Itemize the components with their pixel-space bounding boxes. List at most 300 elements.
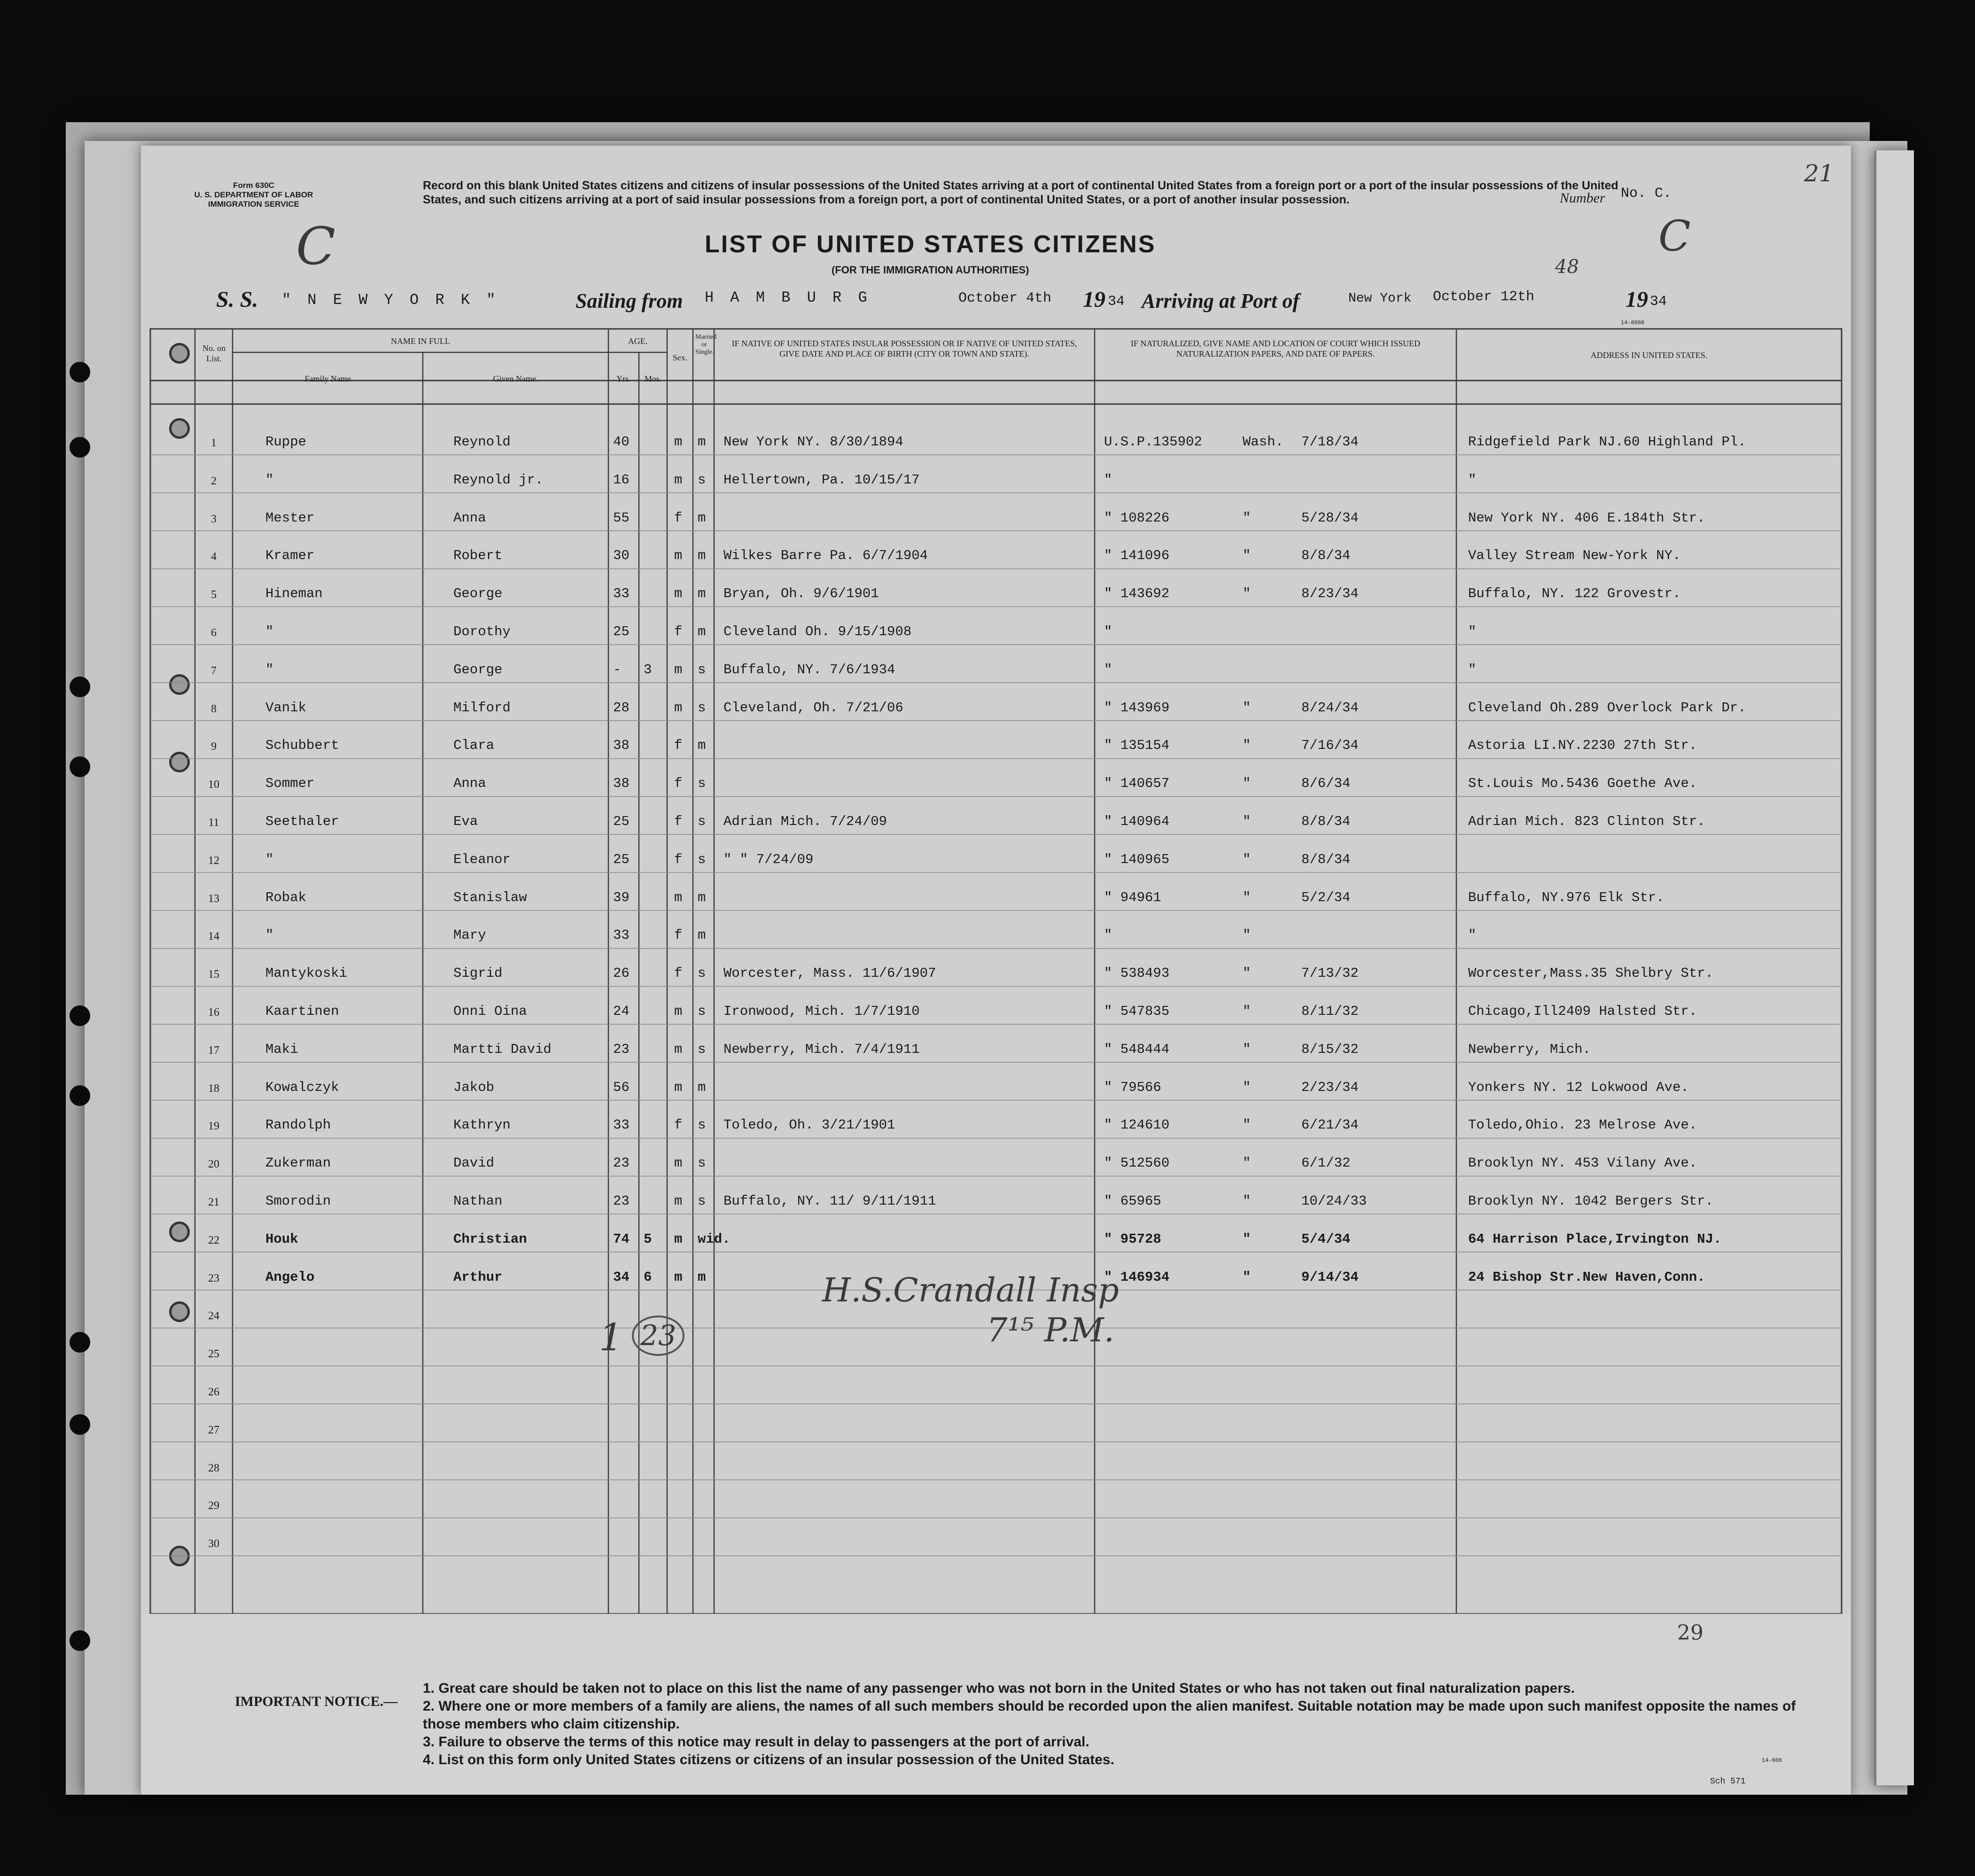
- cell-ms: m: [698, 434, 706, 450]
- cell-ms: s: [698, 965, 706, 981]
- cell-nat-court: ": [1243, 851, 1251, 867]
- cell-address: ": [1468, 927, 1477, 943]
- cell-nat-date: 7/13/32: [1301, 965, 1359, 981]
- col-header-name-in-full: NAME IN FULL: [391, 336, 450, 346]
- row-number: 30: [208, 1538, 219, 1550]
- cell-nat-no: " 124610: [1104, 1117, 1170, 1133]
- col-header-no: No. on List.: [202, 343, 225, 363]
- cell-given: Anna: [453, 510, 486, 526]
- cell-given: George: [453, 662, 503, 677]
- cell-address: ": [1468, 624, 1477, 639]
- arrival-year-suffix: 34: [1650, 294, 1667, 310]
- binder-hole: [70, 1332, 90, 1353]
- row-number: 16: [208, 1006, 219, 1019]
- cell-yrs: 74: [613, 1231, 630, 1247]
- cell-given: David: [453, 1155, 495, 1171]
- cell-ms: wid.: [698, 1231, 731, 1247]
- cell-address: 24 Bishop Str.New Haven,Conn.: [1468, 1269, 1705, 1285]
- inspector-signature: H.S.Crandall Insp: [822, 1271, 1119, 1309]
- row-number: 1: [211, 437, 217, 449]
- row-number: 29: [208, 1500, 219, 1512]
- cell-family: ": [265, 851, 274, 867]
- cell-family: ": [265, 927, 274, 943]
- cell-nat-date: 8/23/34: [1301, 586, 1359, 602]
- col-header-mos: Mos.: [644, 374, 662, 383]
- cell-yrs: 25: [613, 814, 630, 829]
- cell-ms: m: [698, 586, 706, 602]
- number-label: Number: [1560, 190, 1605, 206]
- cell-nat-no: " 108226: [1104, 510, 1170, 526]
- cell-nat-date: 6/21/34: [1301, 1117, 1359, 1133]
- cell-given: Sigrid: [453, 965, 503, 981]
- cell-given: Kathryn: [453, 1117, 511, 1133]
- cell-yrs: 33: [613, 927, 630, 943]
- cell-yrs: 56: [613, 1079, 630, 1095]
- cell-nat-court: ": [1243, 1193, 1251, 1209]
- cell-yrs: 28: [613, 700, 630, 716]
- arrival-port: New York: [1348, 291, 1412, 306]
- cell-nat-date: 9/14/34: [1301, 1269, 1359, 1285]
- cell-address: Valley Stream New-York NY.: [1468, 548, 1681, 564]
- cell-sex: f: [674, 851, 683, 867]
- cell-nat-date: 10/24/33: [1301, 1193, 1367, 1209]
- cell-birth: New York NY. 8/30/1894: [723, 434, 903, 450]
- corner-mark: 21: [1804, 160, 1834, 187]
- cell-ms: s: [698, 472, 706, 488]
- cell-yrs: 34: [613, 1269, 630, 1285]
- cell-yrs: -: [613, 662, 622, 677]
- cell-ms: m: [698, 624, 706, 639]
- cell-given: Arthur: [453, 1269, 503, 1285]
- arrival-year-prefix: 19: [1625, 287, 1648, 312]
- form-subtitle: (FOR THE IMMIGRATION AUTHORITIES): [832, 264, 1029, 276]
- cell-nat-court: ": [1243, 927, 1251, 943]
- binder-hole: [70, 362, 90, 382]
- cell-nat-no: " 146934: [1104, 1269, 1170, 1285]
- cell-address: Astoria LI.NY.2230 27th Str.: [1468, 738, 1697, 754]
- tally-mark: 1: [599, 1316, 623, 1359]
- cell-nat-no: ": [1104, 472, 1112, 488]
- sailing-year-suffix: 34: [1108, 294, 1125, 310]
- cell-mos: 3: [644, 662, 652, 677]
- form-number: Form 630C: [233, 181, 274, 190]
- cell-sex: m: [674, 1231, 683, 1247]
- cell-given: Jakob: [453, 1079, 495, 1095]
- ss-label: S. S.: [216, 287, 258, 312]
- cell-ms: s: [698, 1117, 706, 1133]
- cell-address: ": [1468, 662, 1477, 677]
- row-number: 6: [211, 627, 217, 639]
- col-header-married: Married or Single.: [695, 334, 717, 356]
- cell-family: Kramer: [265, 548, 315, 564]
- cell-nat-date: 5/28/34: [1301, 510, 1359, 526]
- cell-sex: m: [674, 1155, 683, 1171]
- signature-time: 7¹⁵ P.M.: [987, 1311, 1115, 1349]
- cell-address: Adrian Mich. 823 Clinton Str.: [1468, 814, 1705, 829]
- cell-nat-no: " 94961: [1104, 889, 1161, 905]
- cell-ms: m: [698, 889, 706, 905]
- binder-hole: [70, 1085, 90, 1106]
- notice-item: 1. Great care should be taken not to place on this list the name of any passenger who was not born in the United States or who has not taken out final naturalization papers.: [423, 1681, 1575, 1696]
- cell-ms: s: [698, 776, 706, 792]
- binder-hole: [70, 437, 90, 458]
- cell-address: Yonkers NY. 12 Lokwood Ave.: [1468, 1079, 1689, 1095]
- cell-yrs: 30: [613, 548, 630, 564]
- col-header-given-name: Given Name.: [493, 374, 538, 383]
- handwritten-c-left: C: [296, 216, 336, 276]
- cell-nat-no: " 548444: [1104, 1041, 1170, 1057]
- cell-nat-no: " 547835: [1104, 1004, 1170, 1019]
- row-number: 12: [208, 854, 219, 867]
- cell-given: George: [453, 586, 503, 602]
- cell-ms: s: [698, 851, 706, 867]
- cell-nat-date: 8/6/34: [1301, 776, 1351, 792]
- cell-sex: m: [674, 1269, 683, 1285]
- cell-yrs: 33: [613, 1117, 630, 1133]
- cell-sex: f: [674, 510, 683, 526]
- cell-nat-date: 8/24/34: [1301, 700, 1359, 716]
- cell-family: Houk: [265, 1231, 298, 1247]
- row-number: 11: [208, 817, 219, 829]
- cell-sex: m: [674, 472, 683, 488]
- cell-birth: Ironwood, Mich. 1/7/1910: [723, 1004, 920, 1019]
- cell-birth: Newberry, Mich. 7/4/1911: [723, 1041, 920, 1057]
- cell-mos: 6: [644, 1269, 652, 1285]
- cell-sex: m: [674, 548, 683, 564]
- cell-address: Newberry, Mich.: [1468, 1041, 1591, 1057]
- cell-sex: m: [674, 889, 683, 905]
- cell-birth: Cleveland Oh. 9/15/1908: [723, 624, 912, 639]
- cell-family: Zukerman: [265, 1155, 331, 1171]
- row-number: 19: [208, 1120, 219, 1133]
- cell-family: Hineman: [265, 586, 323, 602]
- cell-family: ": [265, 472, 274, 488]
- cell-address: St.Louis Mo.5436 Goethe Ave.: [1468, 776, 1697, 792]
- cell-given: Anna: [453, 776, 486, 792]
- cell-nat-date: 7/18/34: [1301, 434, 1359, 450]
- cell-given: Dorothy: [453, 624, 511, 639]
- cell-given: Christian: [453, 1231, 527, 1247]
- form-intro-text: Record on this blank United States citizens and citizens of insular possessions of the United States arriving at a port of continental United States from a foreign port or a port of the insular possessions of the United States, and such citizens arriving at a port of said insular possessions from a foreign port, a port of continental United States, or a port of another insular possession.: [423, 179, 1618, 206]
- row-number: 10: [208, 778, 219, 791]
- handwritten-c-right: C: [1658, 211, 1691, 261]
- notice-list: [423, 1680, 1823, 1769]
- schedule-code: Sch 571: [1710, 1777, 1746, 1786]
- cell-nat-no: " 135154: [1104, 738, 1170, 754]
- cell-birth: Toledo, Oh. 3/21/1901: [723, 1117, 895, 1133]
- row-number: 14: [208, 930, 219, 943]
- notice-item: 2. Where one or more members of a family are aliens, the names of all such members should be recorded upon the alien manifest. Suitable notation may be made upon such manifest opposite the names of those members who claim citizenship.: [423, 1698, 1796, 1732]
- cell-sex: f: [674, 738, 683, 754]
- col-header-family-name: Family Name.: [304, 374, 353, 383]
- col-header-naturalized: IF NATURALIZED, GIVE NAME AND LOCATION OF COURT WHICH ISSUED NATURALIZATION PAPERS, AND DATE OF PAPERS.: [1130, 339, 1421, 358]
- cell-given: Eva: [453, 814, 478, 829]
- cell-address: Worcester,Mass.35 Shelbry Str.: [1468, 965, 1714, 981]
- sailing-port: H A M B U R G: [705, 289, 871, 306]
- row-number: 20: [208, 1158, 219, 1171]
- row-number: 2: [211, 475, 217, 487]
- cell-birth: Worcester, Mass. 11/6/1907: [723, 965, 936, 981]
- cell-ms: m: [698, 927, 706, 943]
- cell-birth: Bryan, Oh. 9/6/1901: [723, 586, 879, 602]
- cell-family: Randolph: [265, 1117, 331, 1133]
- service-name: IMMIGRATION SERVICE: [208, 200, 299, 209]
- cell-ms: m: [698, 1079, 706, 1095]
- cell-yrs: 23: [613, 1193, 630, 1209]
- cell-birth: Buffalo, NY. 7/6/1934: [723, 662, 895, 677]
- cell-sex: m: [674, 434, 683, 450]
- cell-nat-date: 8/15/32: [1301, 1041, 1359, 1057]
- notice-label: IMPORTANT NOTICE.—: [235, 1694, 398, 1709]
- row-number: 3: [211, 513, 217, 525]
- cell-nat-date: 5/2/34: [1301, 889, 1351, 905]
- cell-nat-court: ": [1243, 814, 1251, 829]
- cell-birth: Hellertown, Pa. 10/15/17: [723, 472, 920, 488]
- cell-family: ": [265, 624, 274, 639]
- cell-address: 64 Harrison Place,Irvington NJ.: [1468, 1231, 1722, 1247]
- cell-nat-date: 2/23/34: [1301, 1079, 1359, 1095]
- cell-given: Mary: [453, 927, 486, 943]
- row-number: 24: [208, 1310, 219, 1323]
- cell-sex: m: [674, 1004, 683, 1019]
- department-name: U. S. DEPARTMENT OF LABOR: [194, 190, 313, 199]
- cell-ms: s: [698, 1004, 706, 1019]
- row-number: 9: [211, 740, 217, 753]
- cell-address: Toledo,Ohio. 23 Melrose Ave.: [1468, 1117, 1697, 1133]
- print-code: 14-608: [1762, 1757, 1782, 1764]
- cell-nat-no: " 140657: [1104, 776, 1170, 792]
- sailing-date: October 4th: [958, 290, 1052, 306]
- cell-family: Maki: [265, 1041, 298, 1057]
- cell-address: Brooklyn NY. 1042 Bergers Str.: [1468, 1193, 1714, 1209]
- cell-given: Clara: [453, 738, 495, 754]
- cell-family: ": [265, 662, 274, 677]
- notice-item: 4. List on this form only United States citizens or citizens of an insular possession of the United States.: [423, 1752, 1114, 1767]
- cell-nat-no: ": [1104, 662, 1112, 677]
- row-number: 18: [208, 1082, 219, 1095]
- cell-nat-court: ": [1243, 1004, 1251, 1019]
- cell-yrs: 24: [613, 1004, 630, 1019]
- cell-nat-no: " 512560: [1104, 1155, 1170, 1171]
- manifest-sheet: [141, 146, 1851, 1795]
- tally-circled-count: 23: [632, 1316, 684, 1356]
- cell-nat-no: " 95728: [1104, 1231, 1161, 1247]
- sailing-label: Sailing from: [575, 289, 683, 312]
- print-code: 14-6086: [1621, 319, 1645, 326]
- cell-nat-court: ": [1243, 738, 1251, 754]
- cell-birth: Cleveland, Oh. 7/21/06: [723, 700, 903, 716]
- cell-nat-court: ": [1243, 1041, 1251, 1057]
- cell-nat-no: " 143969: [1104, 700, 1170, 716]
- arriving-label: Arriving at Port of: [1142, 289, 1300, 312]
- cell-nat-no: " 141096: [1104, 548, 1170, 564]
- row-number: 26: [208, 1386, 219, 1398]
- cell-nat-no: U.S.P.135902: [1104, 434, 1202, 450]
- cell-ms: m: [698, 738, 706, 754]
- cell-given: Robert: [453, 548, 503, 564]
- col-header-birth: IF NATIVE OF UNITED STATES INSULAR POSSESSION OR IF NATIVE OF UNITED STATES, GIVE DATE AND PLACE OF BIRTH (CITY OR TOWN AND STATE).: [731, 339, 1077, 358]
- sailing-year-prefix: 19: [1083, 287, 1105, 312]
- cell-nat-court: ": [1243, 700, 1251, 716]
- cell-sex: f: [674, 965, 683, 981]
- cell-family: Kowalczyk: [265, 1079, 339, 1095]
- cell-nat-date: 8/11/32: [1301, 1004, 1359, 1019]
- row-number: 17: [208, 1044, 219, 1057]
- cell-yrs: 23: [613, 1155, 630, 1171]
- cell-nat-court: ": [1243, 586, 1251, 602]
- cell-family: Ruppe: [265, 434, 307, 450]
- cell-ms: s: [698, 662, 706, 677]
- row-number: 28: [208, 1462, 219, 1474]
- cell-ms: s: [698, 700, 706, 716]
- row-number: 5: [211, 589, 217, 601]
- cell-ms: s: [698, 814, 706, 829]
- cell-family: Mester: [265, 510, 315, 526]
- cell-yrs: 25: [613, 624, 630, 639]
- cell-address: New York NY. 406 E.184th Str.: [1468, 510, 1705, 526]
- row-number: 4: [211, 551, 217, 563]
- col-header-age: AGE.: [628, 336, 648, 346]
- cell-nat-court: Wash.: [1243, 434, 1284, 450]
- cell-yrs: 38: [613, 776, 630, 792]
- cell-given: Reynold: [453, 434, 511, 450]
- cell-nat-court: ": [1243, 1079, 1251, 1095]
- cell-yrs: 16: [613, 472, 630, 488]
- row-number: 27: [208, 1424, 219, 1436]
- cell-family: Vanik: [265, 700, 307, 716]
- cell-nat-court: ": [1243, 889, 1251, 905]
- cell-nat-date: 8/8/34: [1301, 548, 1351, 564]
- cell-nat-court: ": [1243, 776, 1251, 792]
- cell-yrs: 33: [613, 586, 630, 602]
- cell-family: Angelo: [265, 1269, 315, 1285]
- col-header-address: ADDRESS IN UNITED STATES.: [1590, 350, 1708, 360]
- notice-item: 3. Failure to observe the terms of this notice may result in delay to passengers at the port of arrival.: [423, 1734, 1089, 1750]
- cell-nat-date: 6/1/32: [1301, 1155, 1351, 1171]
- cell-address: Chicago,Ill2409 Halsted Str.: [1468, 1004, 1697, 1019]
- cell-ms: m: [698, 1269, 706, 1285]
- cell-family: Sommer: [265, 776, 315, 792]
- cell-nat-no: ": [1104, 927, 1112, 943]
- cell-sex: m: [674, 700, 683, 716]
- cell-nat-date: 8/8/34: [1301, 814, 1351, 829]
- cell-address: ": [1468, 472, 1477, 488]
- cell-yrs: 38: [613, 738, 630, 754]
- cell-given: Onni Oina: [453, 1004, 527, 1019]
- binder-hole: [70, 1630, 90, 1651]
- cell-family: Seethaler: [265, 814, 339, 829]
- arrival-date: October 12th: [1433, 289, 1535, 305]
- cell-ms: m: [698, 548, 706, 564]
- row-number: 22: [208, 1234, 219, 1246]
- cell-sex: m: [674, 1193, 683, 1209]
- row-number: 25: [208, 1348, 219, 1361]
- cell-nat-date: 7/16/34: [1301, 738, 1359, 754]
- cell-family: Mantykoski: [265, 965, 348, 981]
- handwritten-number: 48: [1555, 256, 1579, 278]
- number-value: No. C.: [1621, 186, 1672, 202]
- binder-hole: [70, 677, 90, 697]
- cell-sex: f: [674, 1117, 683, 1133]
- cell-nat-court: ": [1243, 1117, 1251, 1133]
- form-title: LIST OF UNITED STATES CITIZENS: [705, 231, 1156, 258]
- cell-yrs: 40: [613, 434, 630, 450]
- cell-birth: Wilkes Barre Pa. 6/7/1904: [723, 548, 928, 564]
- cell-ms: s: [698, 1193, 706, 1209]
- cell-yrs: 55: [613, 510, 630, 526]
- cell-birth: Buffalo, NY. 11/ 9/11/1911: [723, 1193, 936, 1209]
- cell-yrs: 39: [613, 889, 630, 905]
- cell-address: Cleveland Oh.289 Overlock Park Dr.: [1468, 700, 1746, 716]
- cell-nat-court: ": [1243, 965, 1251, 981]
- binder-hole: [70, 756, 90, 777]
- cell-nat-court: ": [1243, 1231, 1251, 1247]
- col-header-yrs: Yrs.: [616, 374, 631, 383]
- cell-yrs: 25: [613, 851, 630, 867]
- cell-family: Smorodin: [265, 1193, 331, 1209]
- row-number: 7: [211, 664, 217, 677]
- cell-sex: f: [674, 776, 683, 792]
- cell-given: Eleanor: [453, 851, 511, 867]
- cell-nat-date: 5/4/34: [1301, 1231, 1351, 1247]
- cell-family: Kaartinen: [265, 1004, 339, 1019]
- cell-nat-no: " 65965: [1104, 1193, 1161, 1209]
- cell-address: Ridgefield Park NJ.60 Highland Pl.: [1468, 434, 1746, 450]
- cell-family: Robak: [265, 889, 307, 905]
- cell-nat-no: " 143692: [1104, 586, 1170, 602]
- cell-yrs: 23: [613, 1041, 630, 1057]
- binder-hole: [70, 1005, 90, 1026]
- cell-sex: m: [674, 1079, 683, 1095]
- cell-sex: f: [674, 814, 683, 829]
- cell-address: Brooklyn NY. 453 Vilany Ave.: [1468, 1155, 1697, 1171]
- row-number: 23: [208, 1272, 219, 1284]
- cell-sex: m: [674, 1041, 683, 1057]
- cell-ms: m: [698, 510, 706, 526]
- cell-nat-court: ": [1243, 548, 1251, 564]
- cell-ms: s: [698, 1155, 706, 1171]
- cell-given: Martti David: [453, 1041, 552, 1057]
- cell-nat-court: ": [1243, 1269, 1251, 1285]
- cell-ms: s: [698, 1041, 706, 1057]
- row-number: 21: [208, 1196, 219, 1208]
- row-number: 15: [208, 968, 219, 981]
- row-number: 13: [208, 892, 219, 905]
- cell-nat-no: " 140965: [1104, 851, 1170, 867]
- cell-given: Nathan: [453, 1193, 503, 1209]
- cell-nat-court: ": [1243, 510, 1251, 526]
- cell-address: Buffalo, NY. 122 Grovestr.: [1468, 586, 1681, 602]
- row-number: 8: [211, 702, 217, 715]
- ship-name: " N E W Y O R K ": [282, 291, 499, 309]
- page-number: 29: [1677, 1621, 1703, 1645]
- cell-mos: 5: [644, 1231, 652, 1247]
- cell-nat-no: ": [1104, 624, 1112, 639]
- cell-sex: f: [674, 927, 683, 943]
- cell-nat-no: " 79566: [1104, 1079, 1161, 1095]
- cell-yrs: 26: [613, 965, 630, 981]
- page-edge-stack: [1874, 150, 1914, 1785]
- cell-sex: m: [674, 662, 683, 677]
- binder-hole: [70, 1414, 90, 1435]
- cell-given: Reynold jr.: [453, 472, 544, 488]
- cell-birth: " " 7/24/09: [723, 851, 814, 867]
- cell-given: Stanislaw: [453, 889, 527, 905]
- col-header-sex: Sex.: [672, 353, 688, 362]
- cell-birth: Adrian Mich. 7/24/09: [723, 814, 887, 829]
- cell-given: Milford: [453, 700, 511, 716]
- cell-nat-court: ": [1243, 1155, 1251, 1171]
